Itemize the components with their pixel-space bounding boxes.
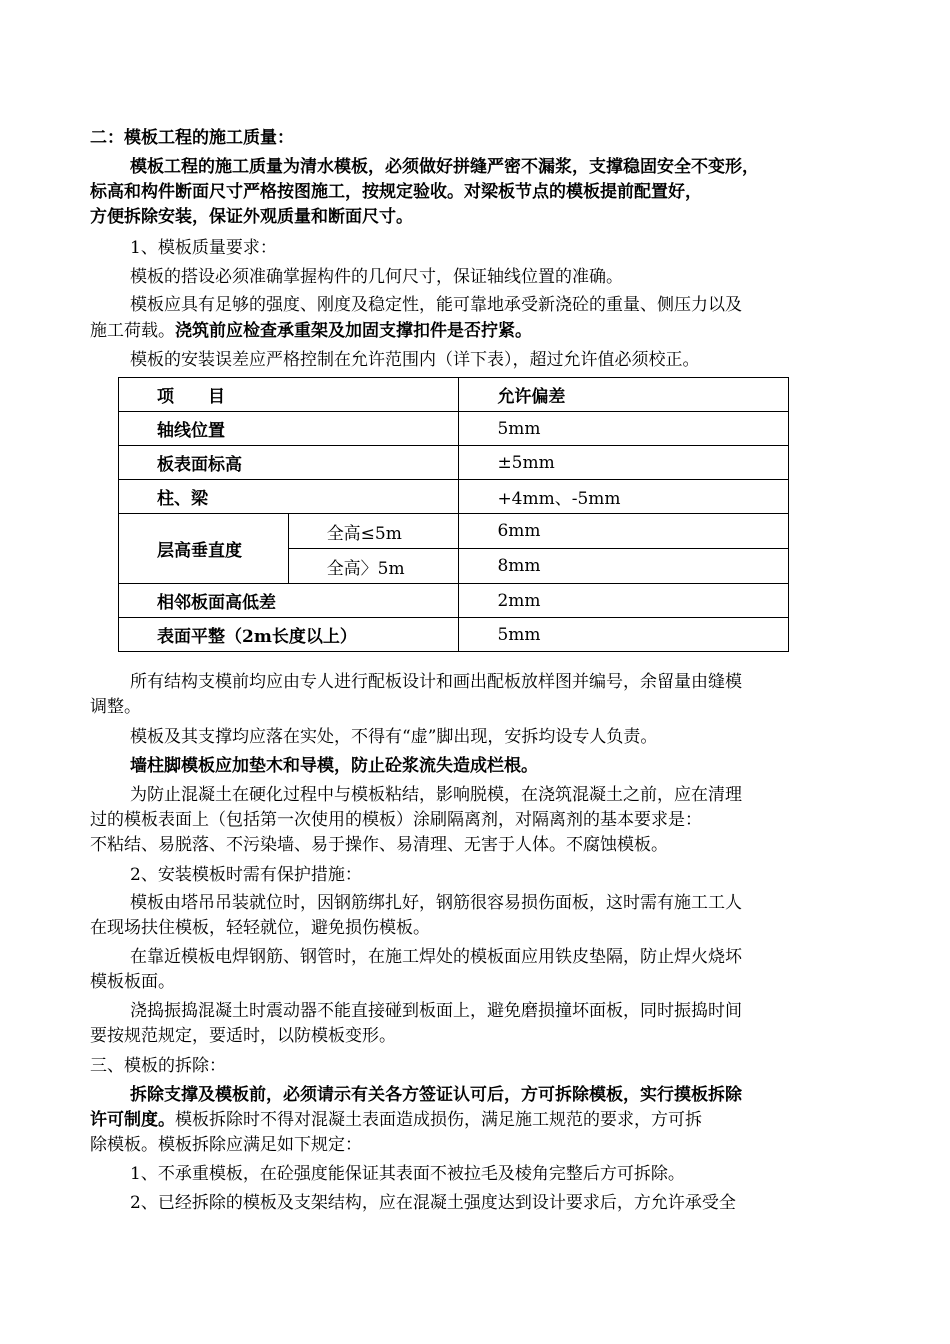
table-row [119,446,789,480]
paragraph-line: 要按规范规定，要适时，以防模板变形。 [90,1026,396,1046]
intro-line: 方便拆除安装，保证外观质量和断面尺寸。 [90,207,413,227]
paragraph-line: 在现场扶住模板，轻轻就位，避免损伤模板。 [90,918,430,938]
table-row [119,514,789,549]
normal-text: 施工荷载。 [90,321,175,341]
table-header-row [119,378,789,412]
paragraph-line: 模板的安装误差应严格控制在允许范围内（详下表），超过允许值必须校正。 [130,350,700,370]
header-item: 项 目 [119,378,459,412]
paragraph-line: 模板板面。 [90,972,175,992]
bold-text: 许可制度。 [90,1110,175,1130]
paragraph-line: 在靠近模板电焊钢筋、钢管时，在施工焊处的模板面应用铁皮垫隔，防止焊火烧坏 [130,947,742,967]
row-item: 板表面标高 [119,446,459,480]
paragraph-line: 为防止混凝土在硬化过程中与模板粘结，影响脱模，在浇筑混凝土之前，应在清理 [130,785,742,805]
row-item: 柱、梁 [119,480,459,514]
row-subitem: 全高〉5m [288,549,459,584]
row-item: 层高垂直度 [119,514,289,584]
bold-text: 浇筑前应检查承重架及加固支撑扣件是否拧紧。 [175,321,532,341]
intro-line: 标高和构件断面尺寸严格按图施工，按规定验收。对梁板节点的模板提前配置好， [90,182,702,202]
table-row [119,618,789,652]
row-item: 轴线位置 [119,412,459,446]
table-row [119,480,789,514]
table-row [119,412,789,446]
paragraph-line [90,1109,702,1131]
rule-line: 2、已经拆除的模板及支架结构，应在混凝土强度达到设计要求后，方允许承受全 [130,1193,736,1213]
row-value: 6mm [459,514,789,549]
paragraph-line: 墙柱脚模板应加垫木和导模，防止砼浆流失造成栏根。 [130,756,538,776]
paragraph-line: 不粘结、易脱落、不污染墙、易于操作、易清理、无害于人体。不腐蚀模板。 [90,835,668,855]
tolerance-table [118,377,789,652]
normal-text: 模板拆除时不得对混凝土表面造成损伤，满足施工规范的要求，方可拆 [175,1110,702,1130]
rule-line: 1、不承重模板，在砼强度能保证其表面不被拉毛及棱角完整后方可拆除。 [130,1164,685,1184]
row-value: 8mm [459,549,789,584]
row-value: 5mm [459,618,789,652]
paragraph-line: 除模板。模板拆除应满足如下规定： [90,1135,362,1155]
paragraph-line: 过的模板表面上（包括第一次使用的模板）涂刷隔离剂，对隔离剂的基本要求是： [90,810,702,830]
paragraph-line: 拆除支撑及模板前，必须请示有关各方签证认可后，方可拆除模板，实行摸板拆除 [130,1085,742,1105]
row-value: 5mm [459,412,789,446]
paragraph-line: 模板及其支撑均应落在实处，不得有“虚”脚出现，安拆均设专人负责。 [130,727,658,747]
paragraph-line: 模板由塔吊吊装就位时，因钢筋绑扎好，钢筋很容易损伤面板，这时需有施工工人 [130,893,742,913]
intro-line: 模板工程的施工质量为清水模板，必须做好拼缝严密不漏浆，支撑稳固安全不变形， [130,157,759,177]
row-value: ±5mm [459,446,789,480]
header-tolerance: 允许偏差 [459,378,789,412]
subheading: 1、模板质量要求： [130,238,277,258]
table-row [119,584,789,618]
row-subitem: 全高≤5m [288,514,459,549]
row-item: 相邻板面高低差 [119,584,459,618]
paragraph-line: 所有结构支模前均应由专人进行配板设计和画出配板放样图并编号，余留量由缝模 [130,672,742,692]
paragraph-line: 调整。 [90,697,141,717]
paragraph-line: 模板的搭设必须准确掌握构件的几何尺寸，保证轴线位置的准确。 [130,267,623,287]
row-value: 2mm [459,584,789,618]
paragraph-line: 浇捣振捣混凝土时震动器不能直接碰到板面上，避免磨损撞坏面板，同时振捣时间 [130,1001,742,1021]
row-value: +4mm、-5mm [459,480,789,514]
subheading: 2、安装模板时需有保护措施： [130,865,362,885]
row-item: 表面平整（2m长度以上） [119,618,459,652]
paragraph-line: 模板应具有足够的强度、刚度及稳定性，能可靠地承受新浇砼的重量、侧压力以及 [130,295,742,315]
section-heading: 二：模板工程的施工质量： [90,128,294,148]
section-heading: 三、模板的拆除： [90,1056,226,1076]
paragraph-line [90,320,532,342]
